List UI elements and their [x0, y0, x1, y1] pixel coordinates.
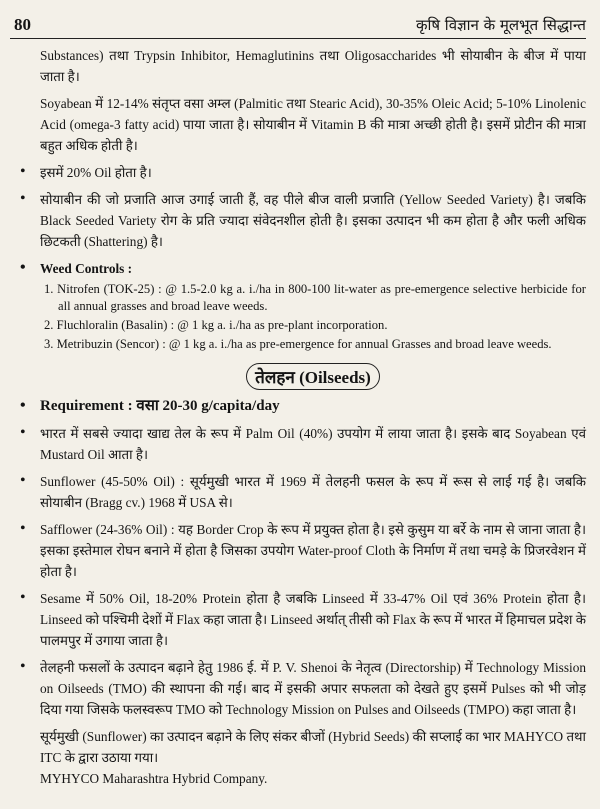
weed-list [40, 281, 586, 353]
requirement-line: • Requirement : वसा 20-30 g/capita/day [40, 396, 586, 417]
paragraph: Soyabean में 12-14% संतृप्त वसा अम्ल (Palmitic तथा Stearic Acid), 30-35% Oleic Acid; 5-10% Linolenic Acid (omega-3 fatty acid) पाया जाता है। सोयाबीन में Vitamin B की मात्रा अच्छी होती है। इसमें प्रोटीन की मात्रा बहुत अधिक होती है। [40, 96, 586, 153]
page-number: 80 [14, 15, 31, 34]
section-title: तेलहन (Oilseeds) [246, 363, 380, 390]
list-item: 1. Nitrofen (TOK-25) : @ 1.5-2.0 kg a. i./ha in 800-100 lit-water as pre-emergence selective herbicide for all annual grasses and broad leave weeds. [44, 282, 586, 313]
bullet-item: • Safflower (24-36% Oil) : यह Border Crop के रूप में प्रयुक्त होता है। इसे कुसुम या बर्रे के नाम से जाना जाता है। इसका इस्तेमाल रोघन बनाने में होता है जिसका उपयोग Water-proof Cloth के निर्माण में तथा चमड़े के प्रिजरवेशन में होता है। [40, 519, 586, 582]
list-item: 3. Metribuzin (Sencor) : @ 1 kg a. i./ha as pre-emergence for annual Grasses and broad leave weeds. [44, 337, 552, 351]
bullet-item: • इसमें 20% Oil होता है। [40, 162, 586, 183]
section-heading [40, 363, 586, 390]
paragraph: Substances) तथा Trypsin Inhibitor, Hemaglutinins तथा Oligosaccharides भी सोयाबीन के बीज में पाया जाता है। [40, 48, 586, 84]
page-header [10, 0, 586, 39]
bullet-item: • सोयाबीन की जो प्रजाति आज उगाई जाती हैं, वह पीले बीज वाली प्रजाति (Yellow Seeded Variety) है। जबकि Black Seeded Variety रोग के प्रति ज्यादा संवेदनशील होती है। इसका उत्पादन भी कम होता है और फली अधिक छिटकती (Shattering) है। [40, 189, 586, 252]
bullet-item: • Sunflower (45-50% Oil) : सूर्यमुखी भारत में 1969 में तेलहनी फसल के रूप में रूस से लाई गई है। जबकि सोयाबीन (Bragg cv.) 1968 में USA से। [40, 471, 586, 513]
paragraph: सूर्यमुखी (Sunflower) का उत्पादन बढ़ाने के लिए संकर बीजों (Hybrid Seeds) की सप्लाई का भार MAHYCO तथा ITC के द्वारा उठाया गया। [40, 729, 586, 765]
weed-controls-heading: • Weed Controls : [40, 258, 586, 279]
bullet-item: • भारत में सबसे ज्यादा खाद्य तेल के रूप में Palm Oil (40%) उपयोग में लाया जाता है। इसके बाद Soyabean एवं Mustard Oil आता है। [40, 423, 586, 465]
book-title: कृषि विज्ञान के मूलभूत सिद्धान्त [415, 16, 586, 34]
list-item: 2. Fluchloralin (Basalin) : @ 1 kg a. i./ha as pre-plant incorporation. [44, 318, 388, 332]
bullet-item: • Sesame में 50% Oil, 18-20% Protein होता है जबकि Linseed में 33-47% Oil एवं 36% Protein होता है। Linseed को पश्चिमी देशों में Flax कहा जाता है। Linseed अर्थात् तीसी को Flax के रूप में भारत में हिमाचल प्रदेश के पालमपुर में उगाया जाता है। [40, 588, 586, 651]
paragraph: MYHYCO Maharashtra Hybrid Company. [40, 771, 268, 786]
bullet-item: • तेलहनी फसलों के उत्पादन बढ़ाने हेतु 1986 ई. में P. V. Shenoi के नेतृत्व (Directorship) में Technology Mission on Oilseeds (TMO) की स्थापना की गई। बाद में इसकी अपार सफलता को देखते हुए इसमें Pulses को भी जोड़ दिया गया जिसके फलस्वरूप TMO को Technology Mission on Pulses and Oilseeds (TMPO) कहा जाता है। [40, 657, 586, 720]
